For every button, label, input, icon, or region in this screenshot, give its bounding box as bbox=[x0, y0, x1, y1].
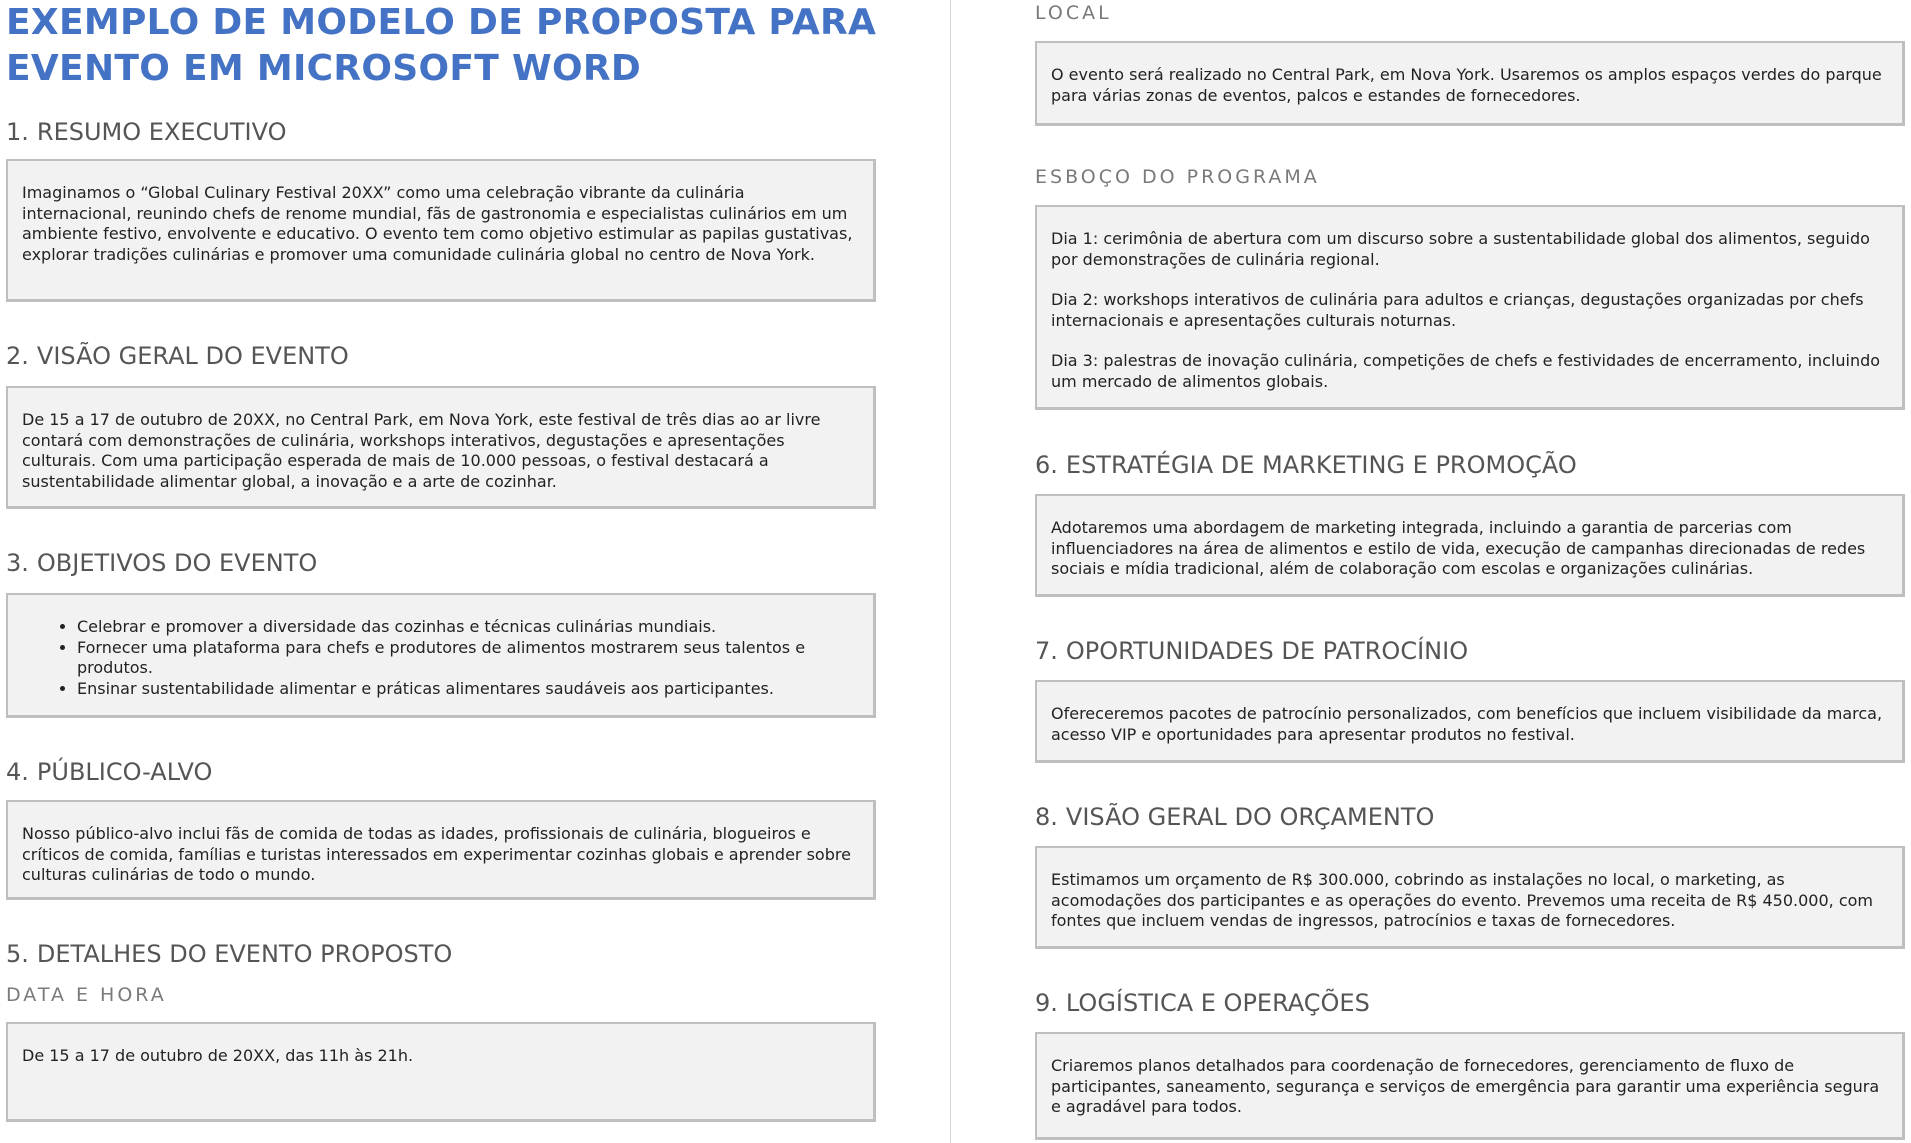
section-title: VISÃO GERAL DO EVENTO bbox=[36, 342, 349, 370]
orcamento-box bbox=[1035, 846, 1905, 949]
section-title: RESUMO EXECUTIVO bbox=[36, 118, 287, 146]
section-heading-publico bbox=[6, 757, 212, 787]
subheading-local: LOCAL bbox=[1035, 2, 1112, 24]
visao-geral-text: De 15 a 17 de outubro de 20XX, no Central Park, em Nova York, este festival de três dias ao ar livre contará com demonstrações de culinária, workshops interativos, degustações e apresentações culturais. Com uma participação esperada de mais de 10.000 pessoas, o festival destacará a sustentabilidade alimentar global, a inovação e a arte de cozinhar. bbox=[22, 410, 821, 491]
programa-day-1: Dia 1: cerimônia de abertura com um discurso sobre a sustentabilidade global dos alimentos, seguido por demonstrações de culinária regional. bbox=[1051, 229, 1870, 269]
document-title-line-2: EVENTO EM MICROSOFT WORD bbox=[6, 48, 642, 89]
visao-geral-box bbox=[6, 386, 876, 509]
programa-box bbox=[1035, 205, 1905, 410]
local-text: O evento será realizado no Central Park, em Nova York. Usaremos os amplos espaços verdes do parque para várias zonas de eventos, palcos e estandes de fornecedores. bbox=[1051, 65, 1882, 105]
patrocinio-text: Ofereceremos pacotes de patrocínio personalizados, com benefícios que incluem visibilidade da marca, acesso VIP e oportunidades para apresentar produtos no festival. bbox=[1051, 704, 1883, 744]
section-title: VISÃO GERAL DO ORÇAMENTO bbox=[1065, 803, 1435, 831]
section-heading-objetivos bbox=[6, 548, 317, 578]
section-number: 3. bbox=[6, 549, 29, 577]
publico-box bbox=[6, 800, 876, 900]
section-number: 6. bbox=[1035, 451, 1058, 479]
list-item: • Fornecer uma plataforma para chefs e produtores de alimentos mostrarem seus talentos e produtos. bbox=[77, 638, 857, 679]
column-divider bbox=[950, 0, 951, 1143]
section-title: LOGÍSTICA E OPERAÇÕES bbox=[1065, 989, 1370, 1017]
section-heading-patrocinio bbox=[1035, 636, 1468, 666]
section-title: OPORTUNIDADES DE PATROCÍNIO bbox=[1065, 637, 1469, 665]
data-hora-box bbox=[6, 1022, 876, 1122]
publico-text: Nosso público-alvo inclui fãs de comida de todas as idades, profissionais de culinária, blogueiros e críticos de comida, famílias e turistas interessados em experimentar cozinhas globais e aprender sobre culturas culinárias de todo o mundo. bbox=[22, 824, 851, 885]
section-number: 8. bbox=[1035, 803, 1058, 831]
resumo-text: Imaginamos o “Global Culinary Festival 20XX” como uma celebração vibrante da culinária internacional, reunindo chefs de renome mundial, fãs de gastronomia e especialistas culinários em um ambiente festivo, envolvente e educativo. O evento tem como objetivo estimular as papilas gustativas, explorar tradições culinárias e promover uma comunidade culinária global no centro de Nova York. bbox=[22, 183, 853, 264]
section-title: DETALHES DO EVENTO PROPOSTO bbox=[36, 940, 453, 968]
section-number: 4. bbox=[6, 758, 29, 786]
section-number: 2. bbox=[6, 342, 29, 370]
section-heading-visao-geral bbox=[6, 341, 349, 371]
programa-day-3: Dia 3: palestras de inovação culinária, competições de chefs e festividades de encerramento, incluindo um mercado de alimentos globais. bbox=[1051, 351, 1881, 391]
local-box bbox=[1035, 41, 1905, 126]
resumo-box bbox=[6, 159, 876, 302]
section-number: 5. bbox=[6, 940, 29, 968]
section-number: 9. bbox=[1035, 989, 1058, 1017]
subheading-data-hora: DATA E HORA bbox=[6, 984, 167, 1006]
document-title-line-1: EXEMPLO DE MODELO DE PROPOSTA PARA bbox=[6, 2, 877, 43]
document-title bbox=[6, 0, 906, 92]
logistica-text: Criaremos planos detalhados para coordenação de fornecedores, gerenciamento de fluxo de participantes, saneamento, segurança e serviços de emergência para garantir uma experiência segura e agradável para todos. bbox=[1051, 1056, 1880, 1117]
section-heading-logistica bbox=[1035, 988, 1370, 1018]
logistica-box bbox=[1035, 1032, 1905, 1140]
section-heading-resumo bbox=[6, 117, 287, 147]
section-number: 7. bbox=[1035, 637, 1058, 665]
objetivos-box bbox=[6, 593, 876, 718]
orcamento-text: Estimamos um orçamento de R$ 300.000, cobrindo as instalações no local, o marketing, as acomodações dos participantes e as operações do evento. Prevemos uma receita de R$ 450.000, com fontes que incluem vendas de ingressos, patrocínios e taxas de fornecedores. bbox=[1051, 870, 1874, 931]
section-heading-detalhes bbox=[6, 939, 452, 969]
marketing-text: Adotaremos uma abordagem de marketing integrada, incluindo a garantia de parcerias com influenciadores na área de alimentos e estilo de vida, execução de campanhas direcionadas de redes sociais e mídia tradicional, além de colaboração com escolas e organizações culinárias. bbox=[1051, 518, 1866, 579]
section-number: 1. bbox=[6, 118, 29, 146]
list-item: • Ensinar sustentabilidade alimentar e práticas alimentares saudáveis aos participantes. bbox=[77, 679, 857, 700]
subheading-programa: ESBOÇO DO PROGRAMA bbox=[1035, 166, 1320, 188]
section-title: PÚBLICO-ALVO bbox=[36, 758, 213, 786]
marketing-box bbox=[1035, 494, 1905, 597]
patrocinio-box bbox=[1035, 680, 1905, 763]
data-hora-text: De 15 a 17 de outubro de 20XX, das 11h às 21h. bbox=[22, 1046, 414, 1065]
programa-day-2: Dia 2: workshops interativos de culinária para adultos e crianças, degustações organizadas por chefs internacionais e apresentações culturais noturnas. bbox=[1051, 290, 1864, 330]
list-item: • Celebrar e promover a diversidade das cozinhas e técnicas culinárias mundiais. bbox=[77, 617, 857, 638]
section-title: OBJETIVOS DO EVENTO bbox=[36, 549, 318, 577]
objetivos-list bbox=[22, 617, 857, 699]
section-heading-marketing bbox=[1035, 450, 1577, 480]
section-heading-orcamento bbox=[1035, 802, 1434, 832]
section-title: ESTRATÉGIA DE MARKETING E PROMOÇÃO bbox=[1065, 451, 1577, 479]
